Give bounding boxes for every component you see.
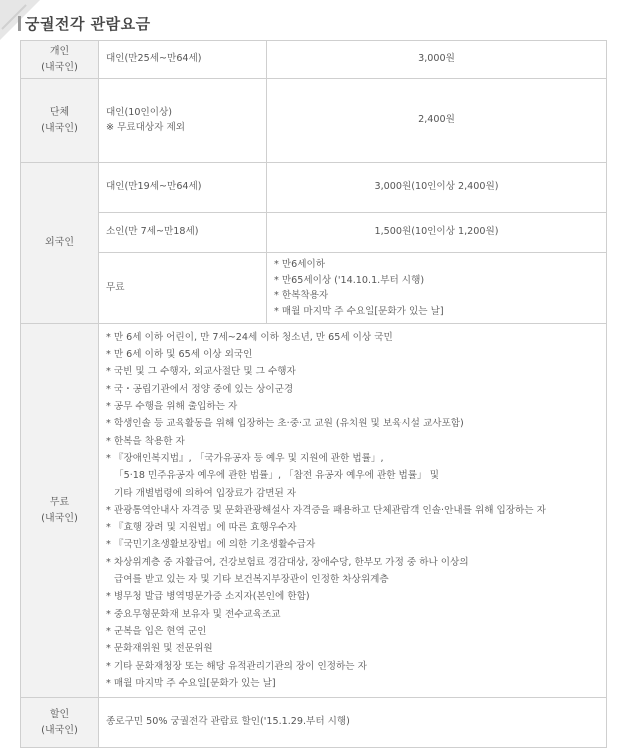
list-item: * 만 6세 이하 및 65세 이상 외국인	[106, 349, 253, 361]
category-sublabel: (내국인)	[41, 61, 78, 73]
list-item-continuation: 급여를 받고 있는 자 및 기타 보건복지부장관이 인정한 차상위계층	[114, 574, 389, 586]
list-item: * 기타 문화재청장 또는 해당 유적관리기관의 장이 인정하는 자	[106, 660, 367, 672]
table-row-foreigner-adult	[21, 163, 607, 213]
category-cell	[21, 41, 99, 79]
category-label: 무료	[49, 496, 70, 508]
free-conditions-cell	[267, 253, 607, 324]
description-cell: 대인(만19세~만64세)	[99, 163, 267, 213]
list-item: * 차상위계층 중 자활급여, 건강보험료 경감대상, 장애수당, 한부모 가정 중 하나 이상의	[106, 556, 469, 568]
description-cell	[99, 79, 267, 163]
description-cell: 대인(만25세~만64세)	[99, 41, 267, 79]
list-item-continuation: 「5·18 민주유공자 예우에 관한 법률」, 「참전 유공자 예우에 관한 법률」 및	[114, 470, 439, 482]
admission-fee-table	[20, 40, 607, 748]
price-cell: 2,400원	[267, 79, 607, 163]
list-item: * 『장애인복지법』, 「국가유공자 등 예우 및 지원에 관한 법률」,	[106, 452, 384, 464]
category-label: 외국인	[45, 237, 74, 248]
list-item: * 한복을 착용한 자	[106, 435, 185, 447]
list-item: * 학생인솔 등 교육활동을 위해 입장하는 초·중·고 교원 (유치원 및 보육시설 교사포함)	[106, 418, 464, 430]
list-item: * 『국민기초생활보장법』에 의한 기초생활수급자	[106, 539, 316, 551]
price-cell: 3,000원	[267, 41, 607, 79]
table-row-group	[21, 79, 607, 163]
section-header	[18, 10, 151, 36]
page-title: 궁궐전각 관람요금	[25, 14, 151, 33]
category-label: 개인	[49, 45, 70, 57]
category-sublabel: (내국인)	[41, 122, 78, 134]
list-item: * 문화재위원 및 전문위원	[106, 643, 213, 655]
list-item: * 『효행 장려 및 지원법』에 따른 효행우수자	[106, 522, 297, 534]
list-item-continuation: 기타 개별법령에 의하여 입장료가 감면된 자	[114, 487, 297, 499]
list-item: * 공무 수행을 위해 출입하는 자	[106, 401, 238, 413]
list-item: * 군복을 입은 현역 군인	[106, 625, 207, 637]
list-item: * 만6세이하	[274, 259, 326, 270]
list-item: * 국・공립기관에서 정양 중에 있는 상이군경	[106, 383, 294, 395]
category-cell	[21, 163, 99, 324]
list-item: * 중요무형문화재 보유자 및 전수교육조교	[106, 608, 281, 620]
description-cell: 무료	[99, 253, 267, 324]
list-item: * 만 6세 이하 어린이, 만 7세~24세 이하 청소년, 만 65세 이상 국민	[106, 331, 393, 343]
description-note: ※ 무료대상자 제외	[106, 121, 186, 133]
price-cell: 3,000원(10인이상 2,400원)	[267, 163, 607, 213]
list-item: * 매월 마지막 주 수요일[문화가 있는 날]	[106, 677, 276, 689]
description-cell: 종로구민 50% 궁궐전각 관람료 할인('15.1.29.부터 시행)	[99, 698, 607, 748]
title-bar-marker	[18, 16, 21, 31]
category-cell	[21, 79, 99, 163]
description-cell: 소인(만 7세~만18세)	[99, 213, 267, 253]
category-label: 할인	[49, 708, 70, 720]
list-item: * 관광통역안내사 자격증 및 문화관광해설사 자격증을 패용하고 단체관람객 인솔·안내를 위해 입장하는 자	[106, 504, 546, 516]
category-sublabel: (내국인)	[41, 724, 78, 736]
table-row-discount	[21, 698, 607, 748]
table-row-free	[21, 324, 607, 698]
list-item: * 한복착용자	[274, 290, 329, 301]
price-cell: 1,500원(10인이상 1,200원)	[267, 213, 607, 253]
free-eligibility-cell	[99, 324, 607, 698]
description-line: 대인(10인이상)	[106, 107, 173, 119]
category-label: 단체	[49, 106, 70, 118]
category-sublabel: (내국인)	[41, 512, 78, 524]
category-cell	[21, 698, 99, 748]
table-row-foreigner-free	[21, 253, 607, 324]
list-item: * 만65세이상 ('14.10.1.부터 시행)	[274, 274, 425, 286]
table-row-foreigner-child	[21, 213, 607, 253]
list-item: * 병무청 발급 병역명문가증 소지자(본인에 한함)	[106, 591, 310, 603]
list-item: * 매월 마지막 주 수요일[문화가 있는 날]	[274, 305, 444, 317]
category-cell	[21, 324, 99, 698]
table-row-individual	[21, 41, 607, 79]
list-item: * 국빈 및 그 수행자, 외교사절단 및 그 수행자	[106, 366, 296, 378]
